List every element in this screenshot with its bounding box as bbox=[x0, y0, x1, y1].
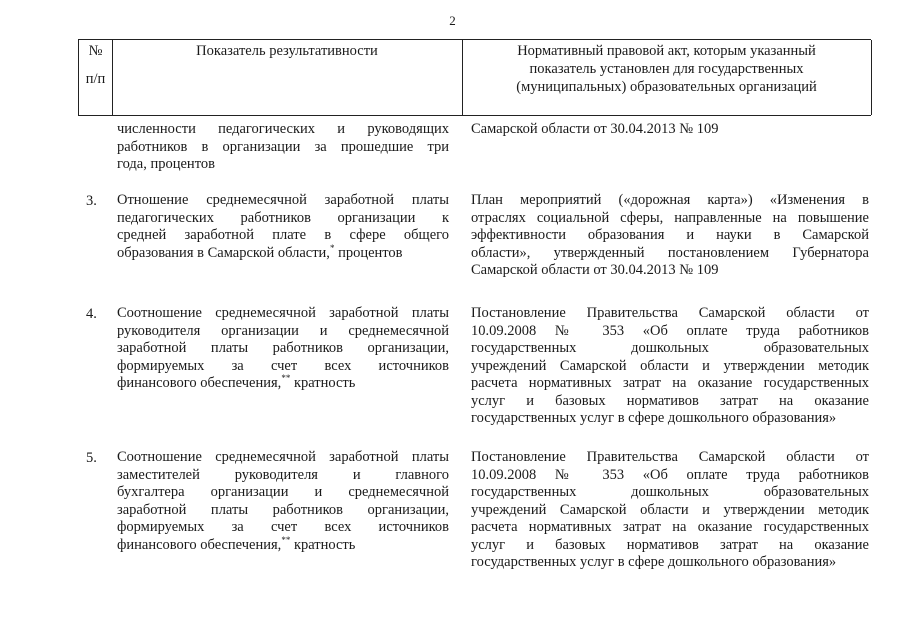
row-indicator bbox=[117, 121, 449, 174]
indicator-line: формируемых за счет всех источников bbox=[117, 519, 449, 535]
act-line: 10.09.2008 № 353 «Об оплате труда работников bbox=[471, 466, 869, 483]
indicator-unit: кратность bbox=[290, 375, 356, 391]
act-line: учреждений Самарской области и утверждении методик bbox=[471, 357, 869, 374]
indicator-line: заработной платы работников организации, bbox=[117, 340, 449, 356]
act-line: Постановление Правительства Самарской области от bbox=[471, 449, 869, 465]
act-line: услуг и базовых нормативов затрат на оказание bbox=[471, 536, 869, 553]
act-line: План мероприятий («дорожная карта») «Изменения в bbox=[471, 192, 869, 208]
act-line: 10.09.2008 № 353 «Об оплате труда работников bbox=[471, 322, 869, 339]
header-number-label: № bbox=[88, 43, 103, 59]
header-act-line: Нормативный правовой акт, которым указанный bbox=[517, 43, 816, 59]
header-act-line: показатель установлен для государственных bbox=[529, 61, 804, 77]
act-line: области», утвержденный постановлением Губернатора bbox=[471, 244, 869, 261]
row-indicator bbox=[117, 449, 449, 554]
indicator-line: бухгалтера организации и среднемесячной bbox=[117, 484, 449, 500]
header-number-cell bbox=[79, 40, 113, 115]
indicator-line: работников в организации за прошедшие три bbox=[117, 138, 449, 155]
act-line: Постановление Правительства Самарской области от bbox=[471, 305, 869, 321]
act-line: государственных услуг в сфере дошкольного образования» bbox=[471, 410, 837, 426]
indicator-line bbox=[117, 375, 449, 393]
footnote-mark: ** bbox=[281, 534, 291, 545]
act-line: государственных услуг в сфере дошкольного образования» bbox=[471, 554, 837, 570]
act-line: расчета нормативных затрат на оказание государственных bbox=[471, 519, 869, 535]
row-indicator bbox=[117, 192, 449, 262]
indicator-line bbox=[117, 242, 449, 263]
indicator-line: педагогических работников организации к bbox=[117, 209, 449, 226]
indicator-line: средней заработной плате в сфере общего bbox=[117, 227, 449, 243]
row-number: 5. bbox=[86, 450, 97, 466]
header-act-line: (муниципальных) образовательных организаций bbox=[516, 79, 817, 95]
row-number: 4. bbox=[86, 306, 97, 322]
row-act bbox=[471, 305, 869, 428]
row-act bbox=[471, 192, 869, 280]
indicator-text: образования в Самарской области, bbox=[117, 244, 330, 261]
indicator-line: численности педагогических и руководящих bbox=[117, 121, 449, 137]
indicator-line: года, процентов bbox=[117, 156, 215, 172]
indicator-line: заместителей руководителя и главного bbox=[117, 466, 449, 483]
indicator-unit: процентов bbox=[334, 244, 403, 261]
header-indicator-cell bbox=[112, 40, 463, 115]
act-line: эффективности образования и науки в Самарской bbox=[471, 227, 869, 243]
act-line: государственных дошкольных образовательных bbox=[471, 484, 869, 500]
indicator-line: формируемых за счет всех источников bbox=[117, 357, 449, 374]
indicator-unit: кратность bbox=[290, 536, 356, 553]
footnote-mark: * bbox=[329, 242, 335, 253]
table-header bbox=[78, 39, 871, 116]
indicator-line: Соотношение среднемесячной заработной платы bbox=[117, 449, 449, 465]
indicator-line bbox=[117, 534, 449, 555]
act-line: услуг и базовых нормативов затрат на оказание bbox=[471, 392, 869, 409]
indicator-text: финансового обеспечения, bbox=[117, 536, 282, 553]
act-line: учреждений Самарской области и утверждении методик bbox=[471, 501, 869, 518]
act-line: расчета нормативных затрат на оказание государственных bbox=[471, 375, 869, 391]
row-indicator bbox=[117, 305, 449, 393]
indicator-line: Отношение среднемесячной заработной платы bbox=[117, 192, 449, 208]
page-number: 2 bbox=[449, 13, 456, 28]
act-line: Самарской области от 30.04.2013 № 109 bbox=[471, 262, 719, 278]
header-indicator-label: Показатель результативности bbox=[196, 43, 378, 59]
indicator-line: заработной платы работников организации, bbox=[117, 501, 449, 518]
act-line: Самарской области от 30.04.2013 № 109 bbox=[471, 121, 719, 137]
indicator-line: Соотношение среднемесячной заработной платы bbox=[117, 305, 449, 321]
row-act bbox=[471, 449, 869, 572]
indicator-line: руководителя организации и среднемесячной bbox=[117, 322, 449, 339]
indicator-text: финансового обеспечения, bbox=[117, 375, 282, 391]
header-act-cell bbox=[462, 40, 872, 115]
act-line: государственных дошкольных образовательных bbox=[471, 340, 869, 356]
header-number-sublabel: п/п bbox=[85, 71, 106, 87]
footnote-mark: ** bbox=[281, 373, 291, 383]
row-act bbox=[471, 121, 869, 139]
act-line: отраслях социальной сферы, направленные на повышение bbox=[471, 209, 869, 226]
row-number: 3. bbox=[86, 193, 97, 209]
